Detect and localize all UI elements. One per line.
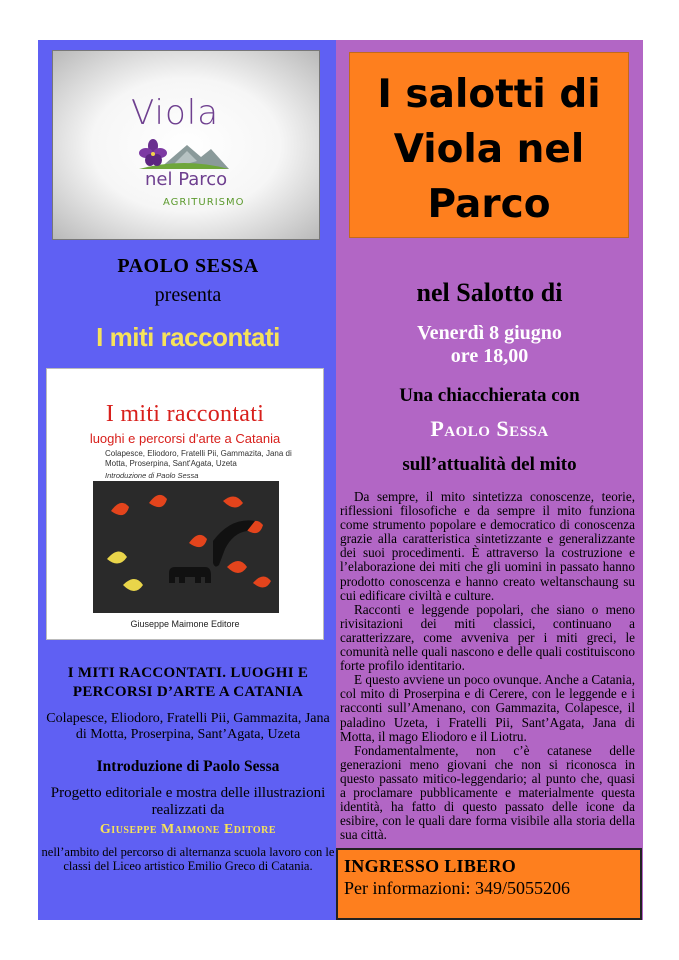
cover-publisher: Giuseppe Maimone Editore: [130, 619, 240, 629]
event-description: [340, 490, 635, 842]
chat-line-1: Una chiacchierata con: [399, 385, 580, 406]
presenter-name: PAOLO SESSA: [117, 255, 259, 277]
cover-intro: Introduzione di Paolo Sessa: [105, 471, 199, 480]
salotto-heading: nel Salotto di: [416, 278, 563, 307]
entry-contact: Per informazioni: 349/5055206: [344, 878, 570, 898]
entry-info-box: [336, 848, 642, 920]
violet-flower-mountain-icon: [139, 135, 229, 171]
chat-line-2: sull’attualità del mito: [402, 454, 577, 475]
book-characters: Colapesce, Eliodoro, Fratelli Pii, Gammazita, Jana di Motta, Proserpina, Sant’Agata, Uzeta: [46, 711, 330, 742]
speaker-name: Paolo Sessa: [430, 416, 549, 441]
publisher-name: Giuseppe Maimone Editore: [99, 822, 277, 837]
school-context: nell’ambito del percorso di alternanza scuola lavoro con le classi del Liceo artistico Emilio Greco di Catania.: [41, 845, 335, 873]
book-heading: I MITI RACCONTATI. LUOGHI E PERCORSI D’ARTE A CATANIA: [67, 665, 309, 700]
introduction-credit: Introduzione di Paolo Sessa: [96, 758, 280, 775]
description-paragraph: E questo avviene un poco ovunque. Anche a Catania, col mito di Proserpina e di Cerere, con le leggende e i racconti sull’Amenano, con Gammazita, Colapesce, il paladino Uzeta, i Fratelli Pii, Sant’Agata, Jana di Motta, il mago Eliodoro e il Liotru.: [340, 672, 635, 744]
description-paragraph: Da sempre, il mito sintetizza conoscenze, teorie, riflessioni filosofiche e da sempre il mito funziona come strumento popolare e democratico di conoscenza grazie alla caratteristica sintetizzante e generalizzante dei suoi procedimenti. È attraverso la costruzione e l’elaborazione dei miti che gli uomini in passato hanno prodotto conoscenza e hanno creato weltanschaung su cui edificare civiltà e culture.: [340, 489, 635, 603]
cover-title: I miti raccontati: [105, 401, 265, 427]
book-title: I miti raccontati: [96, 322, 280, 352]
event-date: Venerdì 8 giugno: [417, 322, 562, 344]
cover-subtitle: luoghi e percorsi d'arte a Catania: [89, 431, 281, 446]
logo-tagline: AGRITURISMO: [163, 197, 245, 208]
viola-nel-parco-logo: [52, 50, 320, 240]
description-paragraph: Fondamentalmente, non c’è catanese delle generazioni meno giovani che non si riconosca in questo passato mitico-leggendario; al punto che, quasi a proclamare pubblicamente e materialmente questa identità, ha fatto di questo passato delle icone da esibire, con le quali dare forma visibile alla storia della sua città.: [340, 742, 635, 843]
description-paragraph: Racconti e leggende popolari, che siano o meno rivisitazioni dei miti classici, continuano a caratterizzare, come avveniva per i miti greci, le comunità nelle quali nascono e delle quali costituiscono forte profilo identitario.: [340, 601, 635, 674]
event-title: I salotti di Viola nel Parco: [377, 72, 601, 227]
cover-illustration: [93, 481, 279, 613]
logo-name-line2: nel Parco: [145, 169, 228, 190]
event-title-box: [349, 52, 629, 238]
event-time: ore 18,00: [450, 345, 529, 367]
book-cover: [46, 368, 324, 640]
entry-title: INGRESSO LIBERO: [344, 856, 517, 876]
presents-label: presenta: [154, 284, 222, 306]
project-description: Progetto editoriale e mostra delle illustrazioni realizzati da: [50, 785, 326, 818]
logo-name-line1: Viola: [131, 93, 220, 133]
cover-names: Colapesce, Eliodoro, Fratelli Pii, Gammazita, Jana di Motta, Proserpina, Sant'Agata, Uzeta: [105, 449, 292, 468]
event-datetime: [336, 322, 643, 368]
